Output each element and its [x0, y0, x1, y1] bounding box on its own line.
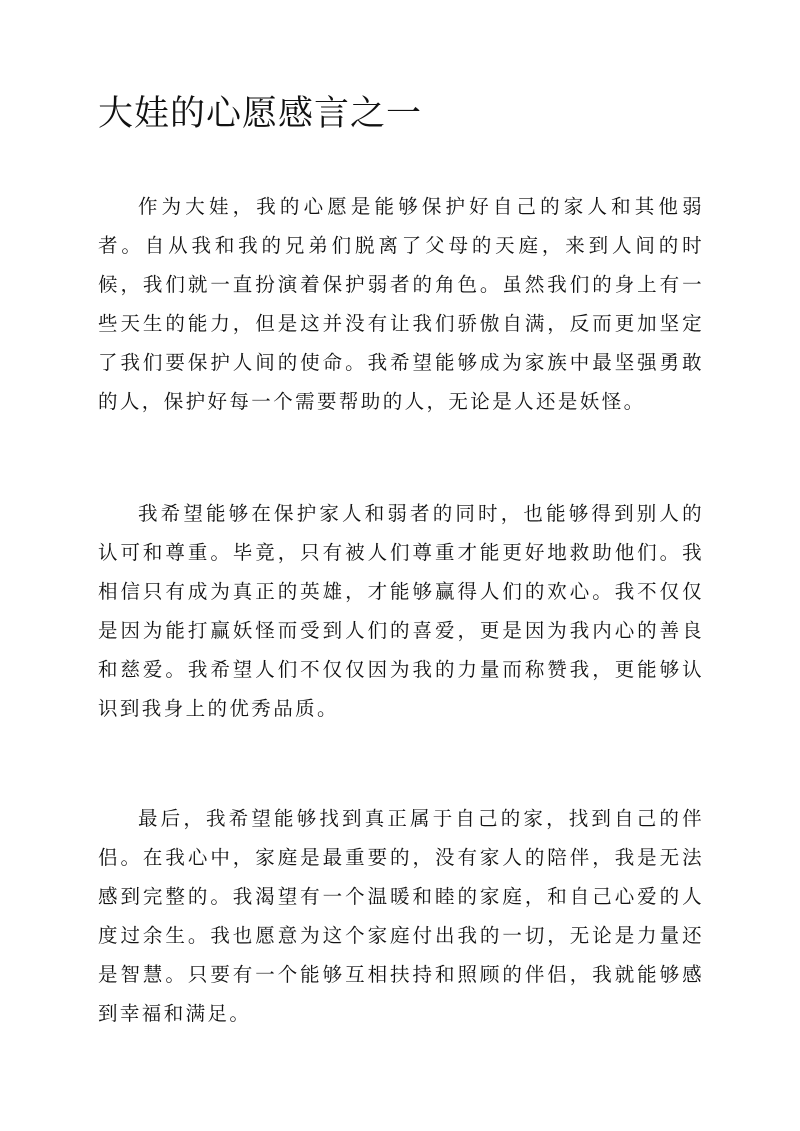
paragraph-1: 作为大娃，我的心愿是能够保护好自己的家人和其他弱者。自从我和我的兄弟们脱离了父母的天庭，来到人间的时候，我们就一直扮演着保护弱者的角色。虽然我们的身上有一些天生的能力，但是这并没有让我们骄傲自满，反而更加坚定了我们要保护人间的使命。我希望能够成为家族中最坚强勇敢的人，保护好每一个需要帮助的人，无论是人还是妖怪。	[98, 195, 704, 413]
paragraph-3: 最后，我希望能够找到真正属于自己的家，找到自己的伴侣。在我心中，家庭是最重要的，没有家人的陪伴，我是无法感到完整的。我渴望有一个温暖和睦的家庭，和自己心爱的人度过余生。我也愿意为这个家庭付出我的一切，无论是力量还是智慧。只要有一个能够互相扶持和照顾的伴侣，我就能够感到幸福和满足。	[98, 807, 704, 1025]
document-title: 大娃的心愿感言之一	[98, 94, 423, 134]
paragraph-2: 我希望能够在保护家人和弱者的同时，也能够得到别人的认可和尊重。毕竟，只有被人们尊重才能更好地救助他们。我相信只有成为真正的英雄，才能够赢得人们的欢心。我不仅仅是因为能打赢妖怪而受到人们的喜爱，更是因为我内心的善良和慈爱。我希望人们不仅仅因为我的力量而称赞我，更能够认识到我身上的优秀品质。	[98, 502, 704, 720]
